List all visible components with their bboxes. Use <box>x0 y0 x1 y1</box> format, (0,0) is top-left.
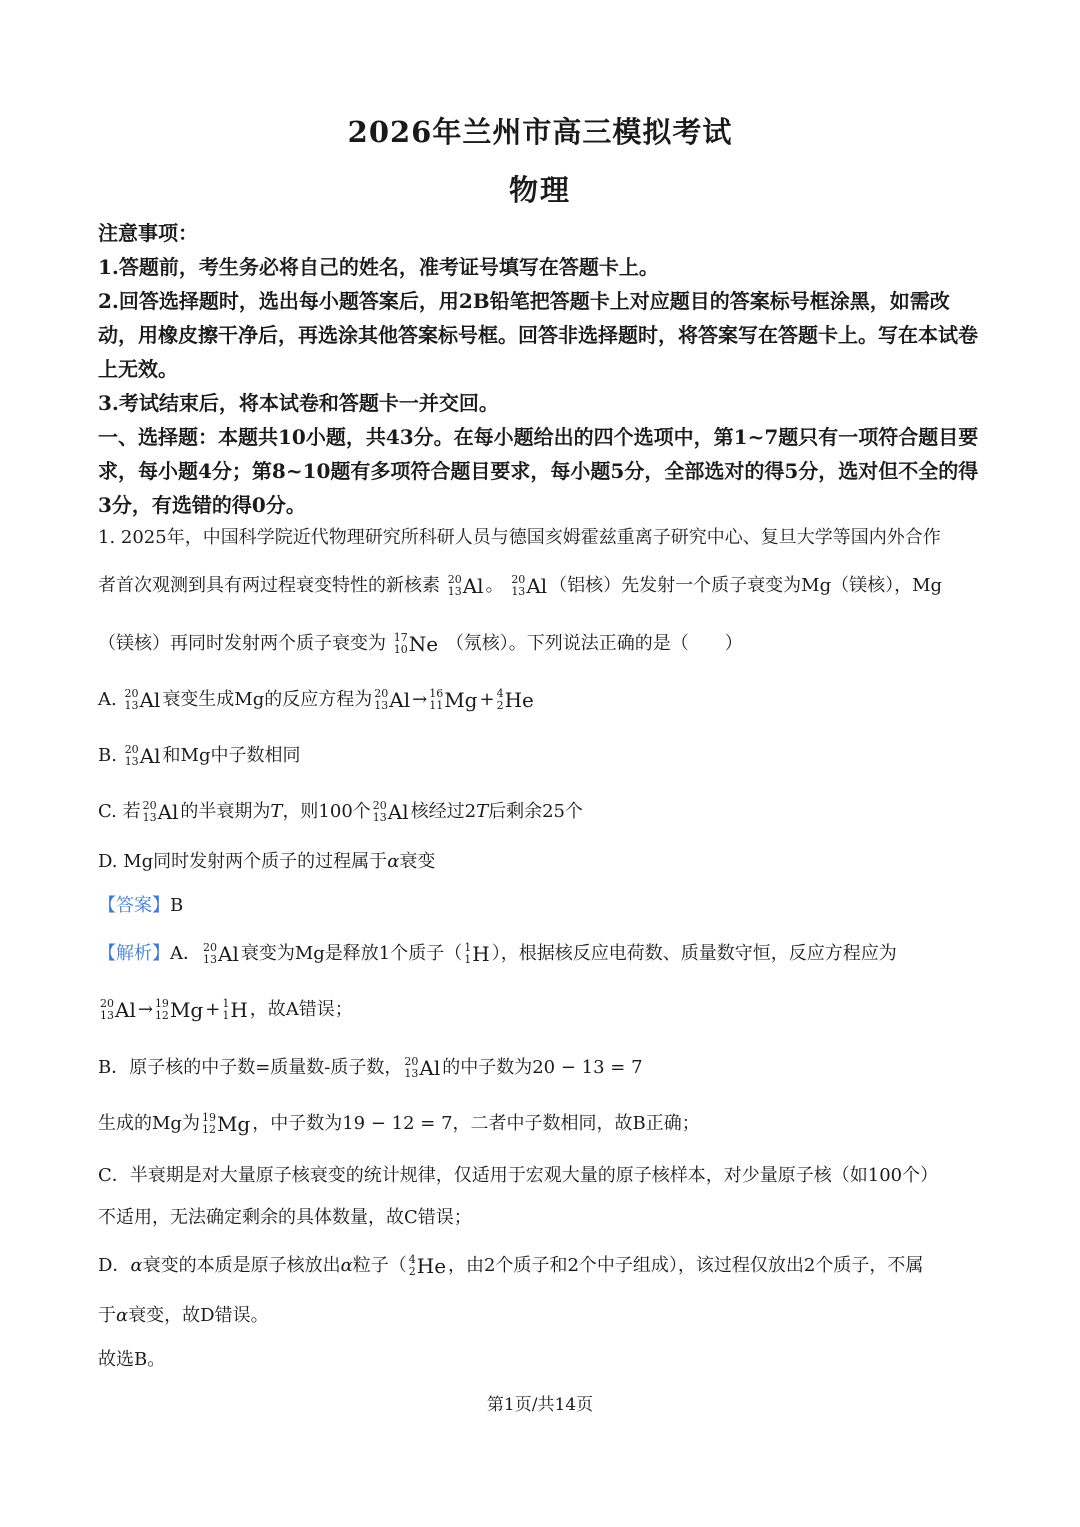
option-a: A. 20 13 Al 衰变生成Mg的反应方程为 20 13 Al → 16 11 Mg + 4 2 He <box>98 687 534 712</box>
analysis-c-line-2: 不适用，无法确定剩余的具体数量，故C错误； <box>98 1207 472 1228</box>
notice <box>98 216 988 522</box>
nuclide-al: 20 13 Al <box>447 573 484 598</box>
page-number: 第1页/共14页 <box>486 1395 594 1415</box>
analysis-c-line-1: C．半衰期是对大量原子核衰变的统计规律，仅适用于宏观大量的原子核样本，对少量原子核（如100个） <box>98 1165 939 1186</box>
section-intro: 一、选择题：本题共10小题，共43分。在每小题给出的四个选项中，第1~7题只有一项符合题目要求，每小题4分；第8~10题有多项符合题目要求，每小题5分，全部选对的得5分，选对但不全的得3分，有选错的得0分。 <box>98 425 979 517</box>
analysis-tag: 【解析】 <box>98 943 170 964</box>
analysis-a-line-2: 20 13 Al → 19 12 Mg + 1 1 H ，故A错误； <box>100 997 353 1022</box>
analysis-b-line-1: B．原子核的中子数=质量数-质子数， 20 13 Al 的中子数为20 − 13 = 7 <box>98 1055 643 1080</box>
nuclide-ne: 17 10 Ne <box>393 631 439 656</box>
analysis-d-line-2: 于α衰变，故D错误。 <box>98 1305 269 1326</box>
q1-line-2: 者首次观测到具有两过程衰变特性的新核素 20 13 Al 。 20 13 Al （铝核）先发射一个质子衰变为Mg（镁核），Mg <box>98 573 943 598</box>
analysis-a-line-1: 【解析】A． 20 13 Al 衰变为Mg是释放1个质子（ 1 1 H ），根据核反应电荷数、质量数守恒，反应方程应为 <box>98 941 897 966</box>
notice-item-1: 1.答题前，考生务必将自己的姓名，准考证号填写在答题卡上。 <box>98 255 659 279</box>
analysis-b-line-2: 生成的Mg为 19 12 Mg ，中子数为19 − 12 = 7，二者中子数相同，故B正确； <box>98 1111 700 1136</box>
nuclide-al: 20 13 Al <box>511 573 548 598</box>
analysis-d-line-1: D．α衰变的本质是原子核放出α粒子（ 4 2 He ，由2个质子和2个中子组成），该过程仅放出2个质子，不属 <box>98 1253 924 1278</box>
option-b: B. 20 13 Al 和Mg中子数相同 <box>98 743 301 768</box>
q1-line-1: 1. 2025年，中国科学院近代物理研究所科研人员与德国亥姆霍兹重离子研究中心、复旦大学等国内外合作 <box>98 527 941 548</box>
notice-item-2: 2.回答选择题时，选出每小题答案后，用2B铅笔把答题卡上对应题目的答案标号框涂黑，如需改动，用橡皮擦干净后，再选涂其他答案标号框。回答非选择题时，将答案写在答题卡上。写在本试卷上无效。 <box>98 289 978 381</box>
option-c: C. 若 20 13 Al 的半衰期为T，则100个 20 13 Al 核经过2T后剩余25个 <box>98 799 584 824</box>
page-title: 2026年兰州市高三模拟考试 <box>347 115 733 149</box>
subject-title: 物理 <box>508 173 571 207</box>
q1-line-3: （镁核）再同时发射两个质子衰变为 17 10 Ne （氖核）。下列说法正确的是（ ） <box>98 631 743 656</box>
answer: 【答案】B <box>98 895 184 916</box>
option-d: D. Mg同时发射两个质子的过程属于α衰变 <box>98 851 436 872</box>
analysis-conclusion: 故选B。 <box>98 1349 166 1370</box>
answer-tag: 【答案】 <box>98 895 170 916</box>
notice-item-3: 3.考试结束后，将本试卷和答题卡一并交回。 <box>98 391 499 415</box>
notice-heading: 注意事项： <box>98 221 198 245</box>
